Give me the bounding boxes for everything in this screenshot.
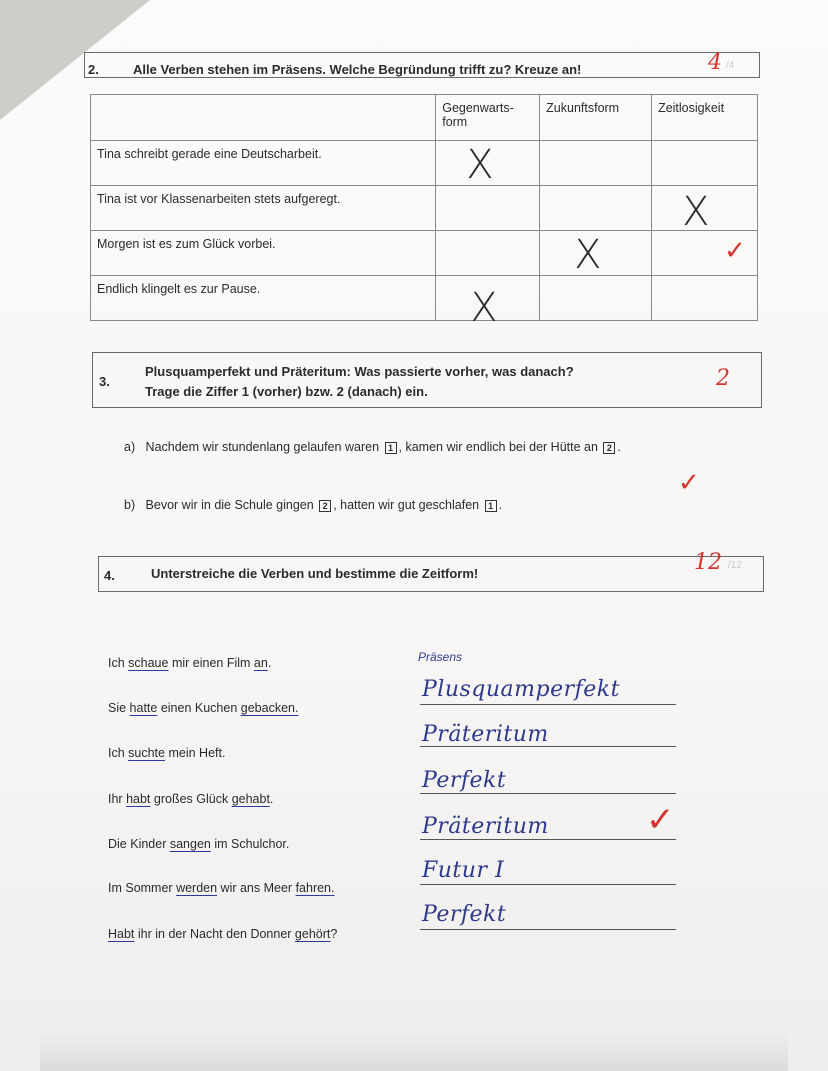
answer-text[interactable]: Perfekt [422,902,507,927]
row-label: Tina schreibt gerade eine Deutscharbeit. [91,141,436,186]
checkbox-cell[interactable] [652,141,758,186]
underlined-verb: sangen [169,837,211,851]
sentence-6 [108,881,334,895]
sentence-text: . [269,792,274,806]
answer-text[interactable]: Präteritum [422,722,549,747]
check-icon: ✓ [646,800,675,840]
task3-number: 3. [99,374,110,389]
answer-line [420,839,676,840]
task3-score: 2 [716,366,730,391]
answer-box[interactable]: 1 [485,500,497,512]
sentence-text: Sie [108,701,130,715]
cross-mark: X [470,285,498,331]
sentence-7 [108,927,337,941]
answer-box[interactable]: 2 [319,500,331,512]
sentence-text: ihr in der Nacht den Donner [134,927,295,941]
checkbox-cell[interactable] [436,231,540,276]
sentence-2 [108,701,298,715]
answer-box[interactable]: 1 [385,442,397,454]
answer-line [420,793,676,794]
row-label: Morgen ist es zum Glück vorbei. [91,231,436,276]
checkbox-cell[interactable] [652,276,758,321]
sentence-text: ? [330,927,338,941]
answer-line [420,929,676,930]
task2-number: 2. [88,62,99,77]
task2-score: 4 [708,50,722,75]
underlined-verb: habt [126,792,151,806]
checkbox-cell[interactable] [436,186,540,231]
column-header: Zeitlosigkeit [652,95,758,141]
sentence-text: Ihr [108,792,127,806]
item-text: . [498,498,503,512]
underlined-verb: schaue [128,656,169,670]
underlined-verb: fahren. [295,881,335,895]
answer-box[interactable]: 2 [603,442,615,454]
checkbox-cell[interactable] [540,276,652,321]
sentence-text: Ich [108,656,129,670]
checkbox-cell[interactable] [540,186,652,231]
sentence-4 [108,792,273,806]
task2-title: Alle Verben stehen im Präsens. Welche Begründung trifft zu? Kreuze an! [133,62,582,77]
checkbox-cell[interactable] [652,186,758,235]
sentence-text: Ich [108,746,129,760]
column-header: Gegenwarts- form [436,95,540,141]
sentence-text: Die Kinder [108,837,170,851]
item-label: a) [124,440,136,454]
underlined-verb: suchte [128,746,165,760]
answer-line [420,884,676,885]
task3-title-line1: Plusquamperfekt und Präteritum: Was passierte vorher, was danach? [145,364,574,379]
sentence-5 [108,837,289,851]
sentence-text: mir einen Film [168,656,254,670]
answer-text[interactable]: Futur I [422,858,505,883]
table-header-empty [91,95,436,141]
checkbox-cell[interactable] [540,141,652,186]
cross-mark: X [682,189,710,235]
cross-mark: X [466,142,494,188]
task2-table [90,94,758,331]
sentence-1 [108,656,271,670]
page-shadow [40,1031,788,1071]
sentence-text: Im Sommer [108,881,177,895]
task2-score-max: /4 [726,60,735,71]
underlined-verb: hatte [129,701,158,715]
answer-line [420,704,676,705]
sentence-3 [108,746,225,760]
answer-text[interactable]: Präteritum [422,814,549,839]
item-text: , kamen wir endlich bei der Hütte an [398,440,598,454]
underlined-verb: gehört [294,927,331,941]
answer-text[interactable]: Plusquamperfekt [422,677,620,702]
sentence-text: großes Glück [150,792,232,806]
row-label: Endlich klingelt es zur Pause. [91,276,436,321]
task3-header-box [92,352,762,408]
item-label: b) [124,498,136,512]
task4-score-max: /12 [728,560,742,571]
underlined-verb: an [253,656,268,670]
checkbox-cell[interactable] [436,276,540,331]
item-text: Bevor wir in die Schule gingen [145,498,314,512]
checkbox-cell[interactable] [652,231,758,276]
checkbox-cell[interactable] [540,231,652,276]
check-icon: ✓ [678,468,700,498]
item-text: , hatten wir gut geschlafen [333,498,480,512]
checkbox-cell[interactable] [436,141,540,186]
underlined-verb: gehabt [231,792,270,806]
sentence-text: . [267,656,272,670]
example-answer: Präsens [418,650,463,664]
underlined-verb: Habt [108,927,135,941]
underlined-verb: gebacken. [240,701,299,715]
task3-item-b [124,498,502,512]
item-text: . [617,440,621,454]
sentence-text: einen Kuchen [157,701,241,715]
sentence-text: wir ans Meer [217,881,296,895]
row-label: Tina ist vor Klassenarbeiten stets aufgeregt. [91,186,436,231]
task4-score: 12 [694,550,722,575]
task3-title-line2: Trage die Ziffer 1 (vorher) bzw. 2 (danach) ein. [145,384,428,399]
cross-mark: X [574,232,602,278]
underlined-verb: werden [176,881,218,895]
check-icon: ✓ [724,235,746,265]
task4-title: Unterstreiche die Verben und bestimme die Zeitform! [151,566,479,581]
answer-text[interactable]: Perfekt [422,768,507,793]
sentence-text: mein Heft. [165,746,226,760]
task4-number: 4. [104,568,115,583]
item-text: Nachdem wir stundenlang gelaufen waren [145,440,380,454]
task3-item-a [124,440,621,454]
sentence-text: im Schulchor. [210,837,290,851]
column-header: Zukunftsform [540,95,652,141]
